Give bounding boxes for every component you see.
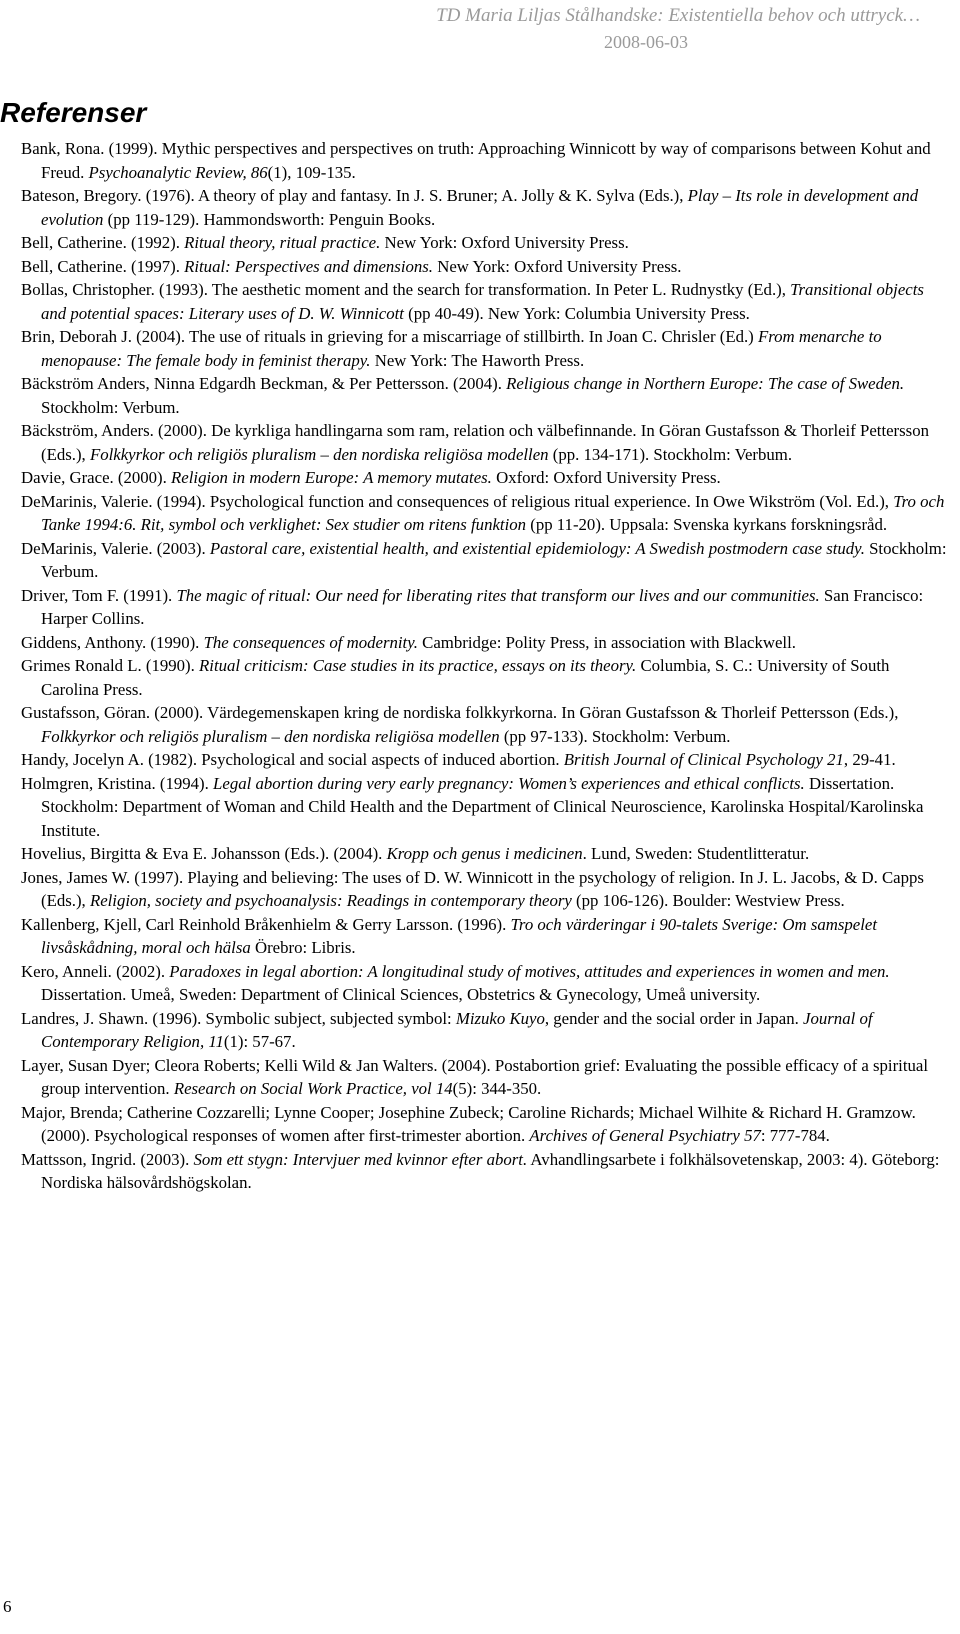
reference-text: Bollas, Christopher. (1993). The aesthetic moment and the search for transformation. In Peter L. Rudnystky (Ed.), [21,280,791,299]
reference-text: Stockholm: Verbum. [41,397,180,417]
reference-text: Jones, James W. (1997). Playing and believing: The uses of D. W. Winnicott in the psychology of religion. In J. L. Jacobs, & D. Capps (Eds.), [21,867,924,910]
reference-italic-text: Folkkyrkor och religiös pluralism – den nordiska religiösa modellen [41,726,500,746]
reference-entry [21,325,951,372]
reference-italic-text: Religion in modern Europe: A memory mutates. [171,468,492,487]
reference-entry [21,137,951,184]
reference-text: Columbia, S. C.: University of South Carolina Press. [41,656,890,699]
reference-italic-text: Transitional objects and potential spaces: Literary uses of D. W. Winnicott [41,280,924,323]
reference-text: DeMarinis, Valerie. (2003). [21,538,210,558]
reference-entry [21,419,951,466]
reference-text: Bäckström, Anders. (2000). De kyrkliga handlingarna som ram, relation och välbefinnande. In Göran Gustafsson & Thorleif Pettersson (Eds.), [21,421,929,464]
reference-text: (pp 119-129). Hammondsworth: Penguin Books. [103,209,436,229]
reference-italic-text: British Journal of Clinical Psychology 21 [563,750,844,769]
reference-italic-text: Journal of Contemporary Religion, 11 [41,1008,873,1051]
reference-text: (pp 11-20). Uppsala: Svenska kyrkans forskningsråd. [526,515,888,534]
reference-entry [21,372,951,419]
reference-text: Grimes Ronald L. (1990). [21,656,200,675]
reference-text: Örebro: Libris. [250,938,356,957]
reference-italic-text: Psychoanalytic Review, 86 [88,162,268,182]
reference-text: Handy, Jocelyn A. (1982). Psychological and social aspects of induced abortion. [21,750,564,769]
reference-text: Dissertation. Umeå, Sweden: Department of Clinical Sciences, Obstetrics & Gynecology, Umeå university. [41,985,761,1004]
reference-italic-text: Som ett stygn: Intervjuer med kvinnor efter abort. [193,1149,528,1169]
reference-entry [21,537,951,584]
reference-entry [21,866,951,913]
reference-italic-text: Tro och värderingar i 90-talets Sverige: Om samspelet livsåskådning, moral och hälsa [41,914,877,957]
reference-italic-text: Mizuko Kuyo [455,1008,545,1028]
reference-entry [21,184,951,231]
header-date: 2008-06-03 [604,32,688,52]
reference-italic-text: From menarche to menopause: The female body in feminist therapy. [41,327,882,370]
reference-text: Kero, Anneli. (2002). [21,961,170,981]
reference-text: New York: Oxford University Press. [433,256,682,276]
reference-italic-text: Religious change in Northern Europe: The case of Sweden. [506,374,905,393]
reference-entry [21,231,951,255]
reference-text: Hovelius, Birgitta & Eva E. Johansson (Eds.). (2004). [21,844,387,863]
reference-italic-text: Ritual criticism: Case studies in its practice, essays on its theory. [199,656,637,675]
reference-text: DeMarinis, Valerie. (1994). Psychological function and consequences of religious ritual experience. In Owe Wikström (Vol. Ed.), [21,491,894,511]
reference-text: Brin, Deborah J. (2004). The use of rituals in grieving for a miscarriage of stillbirth. In Joan C. Chrisler (Ed.) [21,327,758,346]
header-title: TD Maria Liljas Stålhandske: Existentiella behov och uttryck… [436,5,920,26]
reference-entry [21,654,951,701]
reference-italic-text: Legal abortion during very early pregnancy: Women’s experiences and ethical conflicts. [213,773,805,793]
reference-italic-text: Ritual: Perspectives and dimensions. [184,256,433,276]
reference-entry [21,1101,951,1148]
reference-text: Avhandlingsarbete i folkhälsovetenskap, 2003: 4). Göteborg: Nordiska hälsovårdshögskolan. [41,1149,940,1192]
reference-italic-text: Kropp och genus i medicinen [386,844,583,863]
reference-text: . Lund, Sweden: Studentlitteratur. [582,844,810,863]
reference-text: Bank, Rona. (1999). Mythic perspectives and perspectives on truth: Approaching Winnicott by way of comparisons between Kohut and Freud. [21,139,931,182]
reference-text: Dissertation. Stockholm: Department of Woman and Child Health and the Department of Clinical Neuroscience, Karolinska Hospital/Karolinska Institute. [41,773,924,840]
reference-text: Mattsson, Ingrid. (2003). [21,1149,194,1169]
reference-text: Driver, Tom F. (1991). [21,585,177,605]
reference-text: New York: Oxford University Press. [380,233,629,252]
reference-italic-text: Research on Social Work Practice, vol 14 [173,1079,453,1098]
running-header [0,3,960,55]
reference-text: Landres, J. Shawn. (1996). Symbolic subject, subjected symbol: [21,1008,456,1028]
reference-text: Bell, Catherine. (1997). [21,256,185,276]
reference-italic-text: Religion, society and psychoanalysis: Readings in contemporary theory [89,891,572,910]
reference-text: Bateson, Bregory. (1976). A theory of play and fantasy. In J. S. Bruner; A. Jolly & K. Sylva (Eds.), [21,186,688,205]
reference-text: Stockholm: Verbum. [41,538,947,581]
reference-entry [21,748,951,772]
reference-text: Oxford: Oxford University Press. [491,468,721,487]
reference-text: New York: The Haworth Press. [370,350,585,370]
reference-italic-text: Tro och Tanke 1994:6. Rit, symbol och verklighet: Sex studier om ritens funktion [41,491,945,534]
reference-entry [21,1148,951,1195]
reference-entry [21,278,951,325]
reference-italic-text: The consequences of modernity. [203,632,418,652]
reference-italic-text: The magic of ritual: Our need for liberating rites that transform our lives and our communities. [176,585,820,605]
reference-text: : 777-784. [760,1126,830,1145]
reference-text: Bell, Catherine. (1992). [21,233,185,252]
reference-italic-text: Play – Its role in development and evolution [41,186,919,229]
reference-entry [21,1007,951,1054]
reference-entry [21,466,951,490]
reference-text: Layer, Susan Dyer; Cleora Roberts; Kelli Wild & Jan Walters. (2004). Postabortion grief: Evaluating the possible efficacy of a spiritual group intervention. [21,1055,929,1098]
reference-text: (pp 106-126). Boulder: Westview Press. [571,891,845,910]
reference-text: Kallenberg, Kjell, Carl Reinhold Bråkenhielm & Gerry Larsson. (1996). [21,914,511,934]
section-title: Referenser [0,97,147,128]
reference-entry [21,960,951,1007]
reference-text: (pp 40-49). New York: Columbia University Press. [403,303,750,323]
reference-text: Gustafsson, Göran. (2000). Värdegemenskapen kring de nordiska folkkyrkorna. In Göran Gustafsson & Thorleif Pettersson (Eds.), [21,703,899,722]
reference-italic-text: Pastoral care, existential health, and existential epidemiology: A Swedish postmodern case study. [209,538,865,558]
reference-italic-text: Archives of General Psychiatry 57 [529,1126,761,1145]
reference-text: Bäckström Anders, Ninna Edgardh Beckman, & Per Pettersson. (2004). [21,374,507,393]
reference-text: (pp. 134-171). Stockholm: Verbum. [548,444,793,464]
page-number: 6 [3,1597,12,1616]
reference-text: San Francisco: Harper Collins. [41,585,924,628]
reference-entry [21,255,951,279]
reference-italic-text: Paradoxes in legal abortion: A longitudinal study of motives, attitudes and experiences in women and men. [169,961,890,981]
reference-text: , 29-41. [843,750,896,769]
reference-entry [21,701,951,748]
reference-entry [21,772,951,843]
reference-entry [21,631,951,655]
reference-text: (5): 344-350. [452,1079,542,1098]
reference-entry [21,842,951,866]
reference-text: Davie, Grace. (2000). [21,468,172,487]
reference-italic-text: Folkkyrkor och religiös pluralism – den nordiska religiösa modellen [89,444,549,464]
reference-text: (1), 109-135. [267,162,356,182]
reference-text: Giddens, Anthony. (1990). [21,632,204,652]
reference-text: Holmgren, Kristina. (1994). [21,773,214,793]
reference-text: Major, Brenda; Catherine Cozzarelli; Lynne Cooper; Josephine Zubeck; Caroline Richards; Michael Wilhite & Richard H. Gramzow. (2000). Psychological responses of women after first-trimester abortion. [21,1102,916,1145]
reference-text: Cambridge: Polity Press, in association with Blackwell. [417,632,796,652]
reference-entry [21,490,951,537]
reference-text: (pp 97-133). Stockholm: Verbum. [499,726,731,746]
reference-italic-text: Ritual theory, ritual practice. [184,233,381,252]
reference-entry [21,913,951,960]
reference-text: (1): 57-67. [223,1032,296,1051]
reference-list [21,137,951,1195]
reference-text: , gender and the social order in Japan. [544,1008,804,1028]
reference-entry [21,1054,951,1101]
reference-entry [21,584,951,631]
